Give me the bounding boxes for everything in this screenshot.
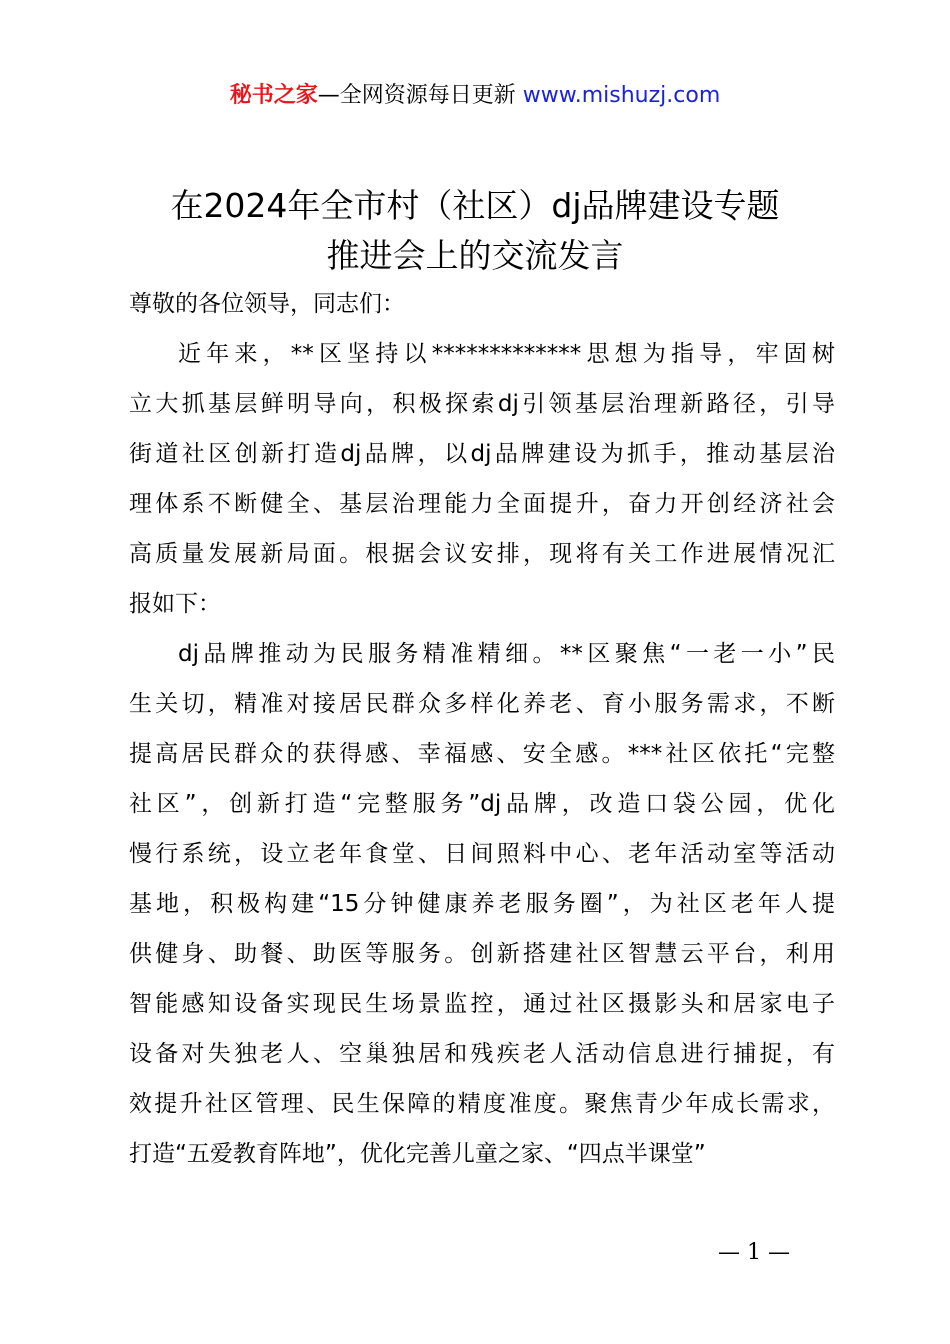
brand-name: 秘书之家: [229, 83, 318, 108]
paragraph-2-line: 基地，积极构建“15分钟健康养老服务圈”，为社区老年人提: [129, 891, 835, 917]
page-number: — 1 —: [718, 1240, 790, 1265]
paragraph-2-line: 供健身、助餐、助医等服务。创新搭建社区智慧云平台，利用: [129, 941, 835, 967]
paragraph-2-line: 打造“五爱教育阵地”，优化完善儿童之家、“四点半课堂”: [129, 1141, 706, 1167]
paragraph-1-line: 高质量发展新局面。根据会议安排，现将有关工作进展情况汇: [129, 541, 835, 567]
paragraph-2-line: 设备对失独老人、空巢独居和残疾老人活动信息进行捕捉，有: [129, 1041, 835, 1067]
paragraph-2-line: 效提升社区管理、民生保障的精度准度。聚焦青少年成长需求，: [129, 1091, 835, 1117]
paragraph-1-line: 理体系不断健全、基层治理能力全面提升，奋力开创经济社会: [129, 491, 835, 517]
paragraph-1-line: 报如下：: [129, 591, 221, 617]
paragraph-2-line: dj品牌推动为民服务精准精细。**区聚焦“一老一小”民: [178, 641, 835, 667]
paragraph-2-line: 提高居民群众的获得感、幸福感、安全感。***社区依托“完整: [129, 741, 835, 767]
document-title-line-1: 在2024年全市村（社区）dj品牌建设专题: [170, 186, 780, 225]
paragraph-2-line: 社区”，创新打造“完整服务”dj品牌，改造口袋公园，优化: [129, 791, 835, 817]
paragraph-2-line: 生关切，精准对接居民群众多样化养老、育小服务需求，不断: [129, 691, 835, 717]
document-title-line-2: 推进会上的交流发言: [326, 236, 624, 275]
paragraph-1-line: 街道社区创新打造dj品牌，以dj品牌建设为抓手，推动基层治: [129, 441, 835, 467]
header-tagline: —全网资源每日更新: [317, 83, 516, 108]
paragraph-2-line: 慢行系统，设立老年食堂、日间照料中心、老年活动室等活动: [129, 841, 835, 867]
paragraph-2-line: 智能感知设备实现民生场景监控，通过社区摄影头和居家电子: [129, 991, 835, 1017]
paragraph-1-line: 近年来，**区坚持以*************思想为指导，牢固树: [178, 341, 835, 367]
salutation: 尊敬的各位领导，同志们：: [129, 291, 405, 317]
paragraph-1-line: 立大抓基层鲜明导向，积极探索dj引领基层治理新路径，引导: [129, 391, 835, 417]
site-url[interactable]: www.mishuzj.com: [522, 83, 721, 108]
site-header: [0, 80, 950, 112]
